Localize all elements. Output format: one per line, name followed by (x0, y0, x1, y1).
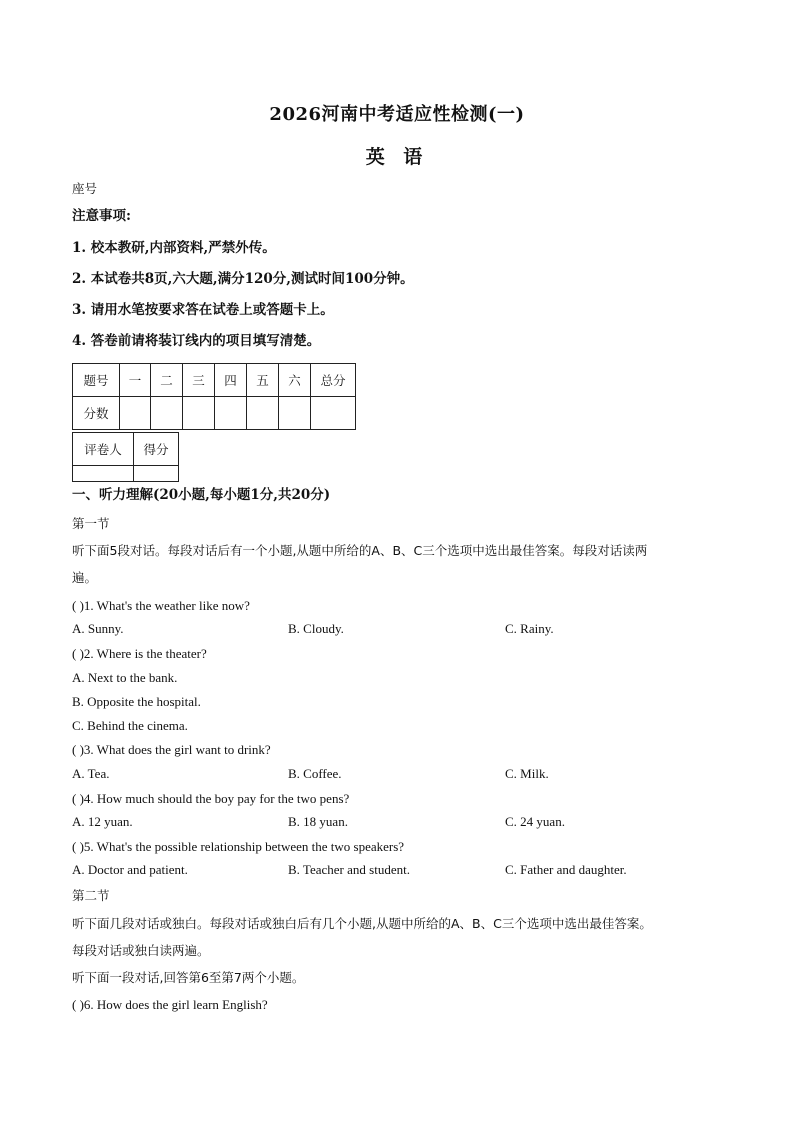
score-input-cell[interactable] (183, 397, 215, 430)
question-5-stem: ( )5. What's the possible relationship between the two speakers? (72, 839, 405, 854)
option-a: A. Next to the bank. (72, 670, 178, 685)
notice-item-2: 2. 本试卷共8页,六大题,满分120分,测试时间100分钟。 (72, 271, 414, 287)
notice-item-4: 4. 答卷前请将装订线内的项目填写清楚。 (72, 333, 321, 349)
score-input-cell[interactable] (120, 397, 151, 430)
score-row-label: 分数 (73, 397, 120, 430)
score-header-cell: 五 (247, 364, 279, 397)
score-header-cell: 二 (151, 364, 183, 397)
option-b: B. Opposite the hospital. (72, 694, 201, 709)
score-header-cell: 总分 (311, 364, 356, 397)
notice-item-3: 3. 请用水笔按要求答在试卷上或答题卡上。 (72, 302, 334, 318)
option-a: A. Tea. (72, 766, 110, 781)
score-input-cell[interactable] (311, 397, 356, 430)
option-b: B. Cloudy. (288, 621, 344, 636)
option-c: C. 24 yuan. (505, 814, 565, 829)
seat-label: 座号 (72, 181, 98, 196)
option-c: C. Father and daughter. (505, 862, 627, 877)
part-2-title: 第二节 (72, 888, 110, 903)
grader-header-cell: 得分 (134, 433, 179, 466)
part-2-subinstruction: 听下面一段对话,回答第6至第7两个小题。 (72, 970, 305, 985)
question-5-options (72, 862, 752, 880)
question-3-stem: ( )3. What does the girl want to drink? (72, 742, 271, 757)
section-1-title: 一、听力理解(20小题,每小题1分,共20分) (72, 487, 331, 503)
question-4-stem: ( )4. How much should the boy pay for the two pens? (72, 791, 350, 806)
grader-input-cell[interactable] (134, 466, 179, 482)
option-b: B. 18 yuan. (288, 814, 348, 829)
part-2-instruction-cont: 每段对话或独白读两遍。 (72, 943, 210, 958)
score-input-cell[interactable] (215, 397, 247, 430)
question-3-options (72, 766, 752, 784)
part-1-title: 第一节 (72, 516, 110, 531)
score-header-cell: 三 (183, 364, 215, 397)
subject-title: 英 语 (365, 146, 429, 168)
part-2-instruction: 听下面几段对话或独白。每段对话或独白后有几个小题,从题中所给的A、B、C三个选项中选出最佳答案。 (72, 916, 652, 931)
option-c: C. Rainy. (505, 621, 554, 636)
score-header-cell: 题号 (73, 364, 120, 397)
score-input-cell[interactable] (247, 397, 279, 430)
question-2-stem: ( )2. Where is the theater? (72, 646, 207, 661)
score-input-cell[interactable] (151, 397, 183, 430)
grader-input-cell[interactable] (73, 466, 134, 482)
question-4-options (72, 814, 752, 832)
score-table (72, 363, 356, 430)
part-1-instruction-cont: 遍。 (72, 570, 98, 585)
notice-item-1: 1. 校本教研,内部资料,严禁外传。 (72, 240, 276, 256)
question-6-stem: ( )6. How does the girl learn English? (72, 997, 268, 1012)
option-a: A. 12 yuan. (72, 814, 133, 829)
notice-heading: 注意事项: (72, 208, 131, 224)
score-header-cell: 一 (120, 364, 151, 397)
option-b: B. Coffee. (288, 766, 342, 781)
grader-header-cell: 评卷人 (73, 433, 134, 466)
option-c: C. Behind the cinema. (72, 718, 188, 733)
option-a: A. Doctor and patient. (72, 862, 188, 877)
grader-table (72, 432, 179, 482)
score-header-cell: 四 (215, 364, 247, 397)
score-header-cell: 六 (279, 364, 311, 397)
exam-title: 2026河南中考适应性检测(一) (269, 104, 525, 125)
part-1-instruction: 听下面5段对话。每段对话后有一个小题,从题中所给的A、B、C三个选项中选出最佳答案。每段对话读两 (72, 543, 648, 558)
option-b: B. Teacher and student. (288, 862, 410, 877)
question-1-options (72, 621, 752, 639)
score-input-cell[interactable] (279, 397, 311, 430)
option-c: C. Milk. (505, 766, 549, 781)
question-1-stem: ( )1. What's the weather like now? (72, 598, 250, 613)
option-a: A. Sunny. (72, 621, 124, 636)
